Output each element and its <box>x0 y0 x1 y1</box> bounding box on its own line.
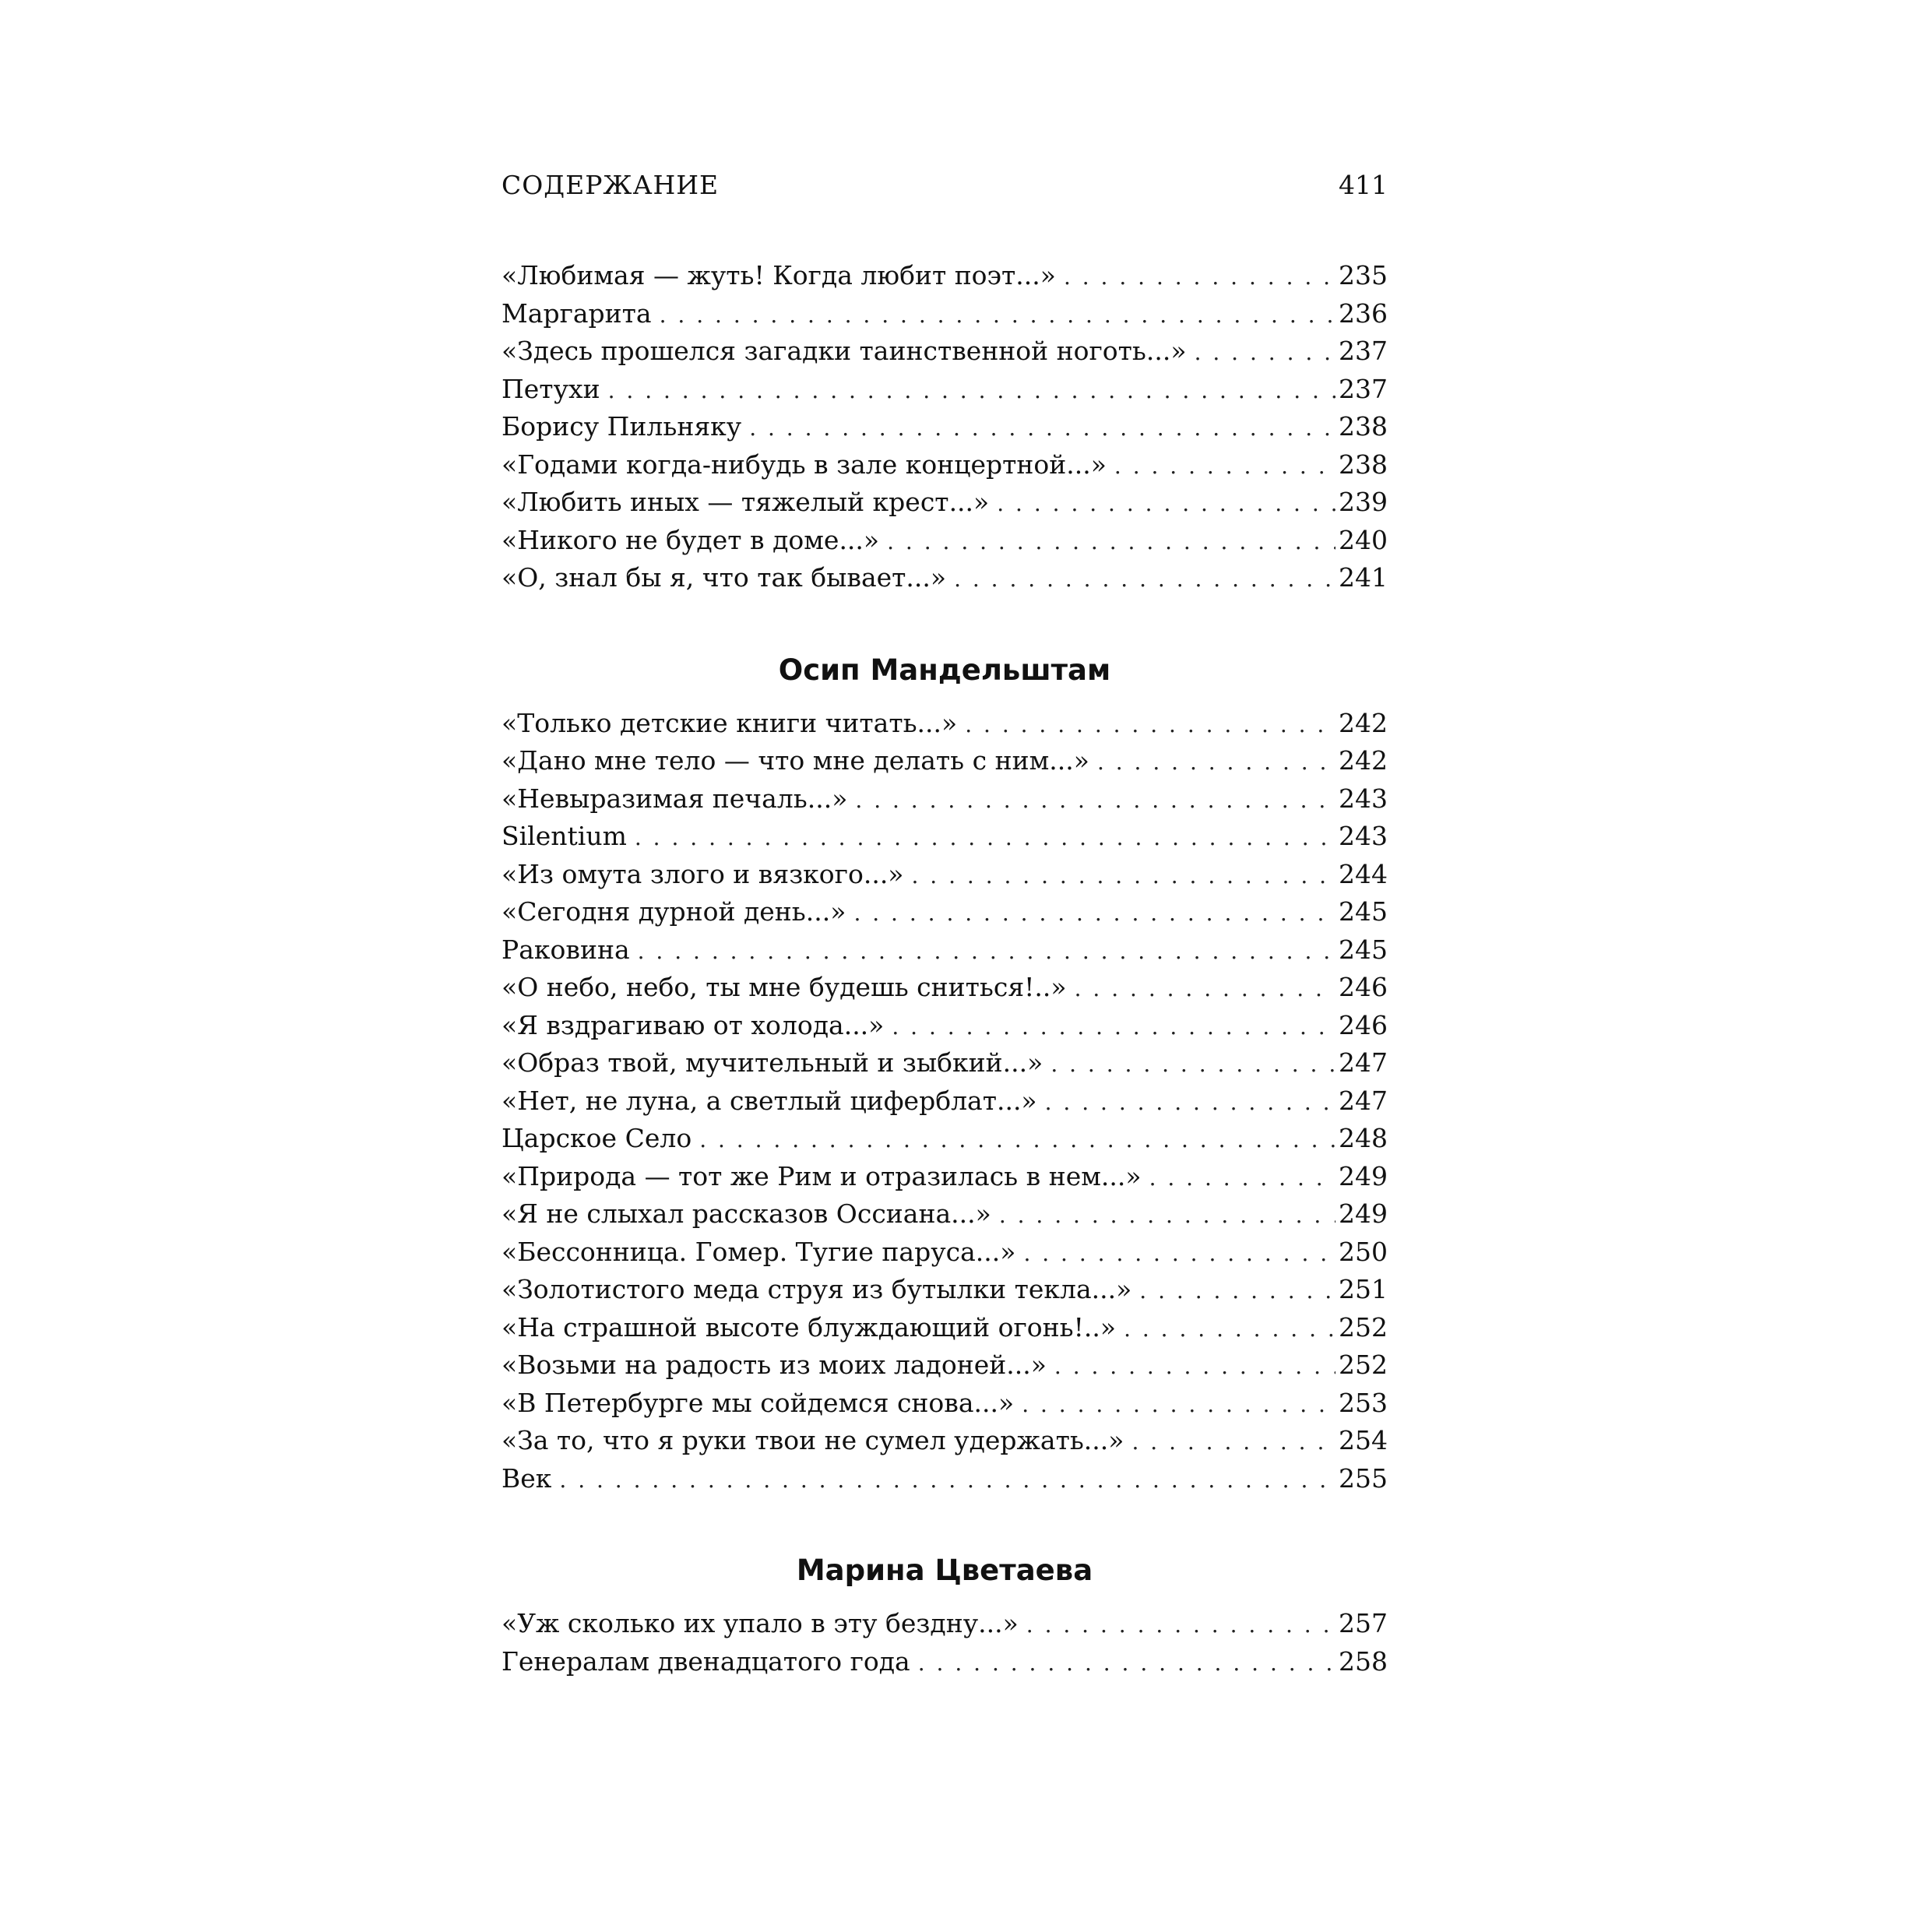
toc-entry-page: 237 <box>1339 336 1388 366</box>
toc-entry-title: «Образ твой, мучительный и зыбкий...» <box>501 1047 1043 1078</box>
toc-entry[interactable] <box>501 408 1388 446</box>
toc-dot-leader <box>608 372 1336 410</box>
toc-entry-title: «На страшной высоте блуждающий огонь!..» <box>501 1311 1117 1343</box>
toc-entry-page: 246 <box>1339 1009 1388 1040</box>
running-head-title: СОДЕРЖАНИЕ <box>501 170 720 200</box>
toc-entry[interactable] <box>501 559 1388 597</box>
toc-dot-leader <box>1075 970 1336 1008</box>
toc-dot-leader <box>1097 744 1336 782</box>
toc-entry-title: «Любимая — жуть! Когда любит поэт...» <box>501 260 1056 290</box>
toc-entry[interactable] <box>501 371 1388 409</box>
toc-entry-page: 242 <box>1339 707 1388 738</box>
toc-entry[interactable] <box>501 893 1388 931</box>
toc-entry-page: 244 <box>1339 858 1388 889</box>
toc-entry-page: 238 <box>1339 411 1388 442</box>
toc-dot-leader <box>1114 448 1336 486</box>
toc-entry-title: Генералам двенадцатого года <box>501 1645 910 1677</box>
toc-dot-leader <box>892 1008 1336 1047</box>
toc-entry-page: 240 <box>1339 524 1388 555</box>
toc-entry-page: 239 <box>1339 487 1388 517</box>
toc-dot-leader <box>997 485 1336 523</box>
toc-entry-page: 250 <box>1339 1236 1388 1267</box>
toc-entry[interactable] <box>501 1120 1388 1158</box>
toc-entry[interactable] <box>501 446 1388 484</box>
toc-entry-page: 252 <box>1339 1311 1388 1343</box>
toc-dot-leader <box>1026 1606 1336 1645</box>
toc-dot-leader <box>918 1645 1336 1683</box>
toc-entry[interactable] <box>501 1385 1388 1423</box>
toc-dot-leader <box>1045 1084 1336 1122</box>
toc-entry[interactable] <box>501 1346 1388 1385</box>
toc-entry-page: 241 <box>1339 562 1388 593</box>
running-head-page-number: 411 <box>1339 170 1388 200</box>
toc-dot-leader <box>699 1121 1336 1160</box>
toc-entry[interactable] <box>501 1233 1388 1272</box>
section-heading-mandelstam: Осип Мандельштам <box>778 653 1111 687</box>
toc-dot-leader <box>660 297 1336 335</box>
toc-dot-leader <box>1131 1423 1336 1462</box>
toc-entry-title: «Природа — тот же Рим и отразилась в нем...» <box>501 1160 1142 1191</box>
toc-entry-page: 246 <box>1339 972 1388 1002</box>
toc-dot-leader <box>1064 259 1336 297</box>
toc-entry-title: «Золотистого меда струя из бутылки текла...» <box>501 1274 1132 1304</box>
toc-entry[interactable] <box>501 1605 1388 1643</box>
toc-entry-page: 247 <box>1339 1047 1388 1078</box>
toc-dot-leader <box>1023 1235 1336 1273</box>
toc-entry-title: «Нет, не луна, а светлый циферблат...» <box>501 1085 1037 1116</box>
toc-entry-title: Раковина <box>501 934 630 965</box>
toc-entry-title: Silentium <box>501 821 627 851</box>
toc-entry-title: «Возьми на радость из моих ладоней...» <box>501 1350 1047 1380</box>
toc-entry-title: «Невыразимая печаль...» <box>501 783 848 814</box>
toc-entry[interactable] <box>501 742 1388 780</box>
toc-entry[interactable] <box>501 1082 1388 1121</box>
toc-entry-title: Маргарита <box>501 297 652 329</box>
toc-entry[interactable] <box>501 705 1388 743</box>
toc-entry[interactable] <box>501 1158 1388 1196</box>
toc-entry-title: «Здесь прошелся загадки таинственной ноготь...» <box>501 336 1187 366</box>
toc-entry[interactable] <box>501 780 1388 818</box>
toc-entry-page: 247 <box>1339 1085 1388 1116</box>
toc-page <box>501 164 1388 1680</box>
toc-entry-page: 257 <box>1339 1608 1388 1638</box>
toc-entry[interactable] <box>501 931 1388 970</box>
toc-entry-page: 242 <box>1339 745 1388 776</box>
toc-entry-title: «Дано мне тело — что мне делать с ним...» <box>501 745 1089 776</box>
toc-entry[interactable] <box>501 818 1388 856</box>
toc-dot-leader <box>1195 334 1336 372</box>
toc-entry-page: 235 <box>1339 260 1388 290</box>
toc-dot-leader <box>1149 1160 1336 1198</box>
toc-entry-title: «За то, что я руки твои не сумел удержать...» <box>501 1425 1124 1455</box>
toc-entry-page: 245 <box>1339 934 1388 965</box>
toc-entry-page: 253 <box>1339 1387 1388 1418</box>
toc-dot-leader <box>999 1197 1336 1235</box>
toc-entry-page: 248 <box>1339 1123 1388 1153</box>
toc-entry-title: «В Петербурге мы сойдемся снова...» <box>501 1387 1015 1418</box>
toc-entry[interactable] <box>501 522 1388 560</box>
toc-entry[interactable] <box>501 1195 1388 1233</box>
running-head <box>501 164 1388 207</box>
toc-entry-page: 245 <box>1339 896 1388 927</box>
toc-entry-title: Царское Село <box>501 1123 692 1153</box>
toc-dot-leader <box>638 933 1336 971</box>
toc-dot-leader <box>1022 1386 1336 1424</box>
toc-dot-leader <box>855 782 1336 820</box>
toc-dot-leader <box>749 410 1336 448</box>
toc-entry-page: 255 <box>1339 1462 1388 1494</box>
toc-entry-page: 243 <box>1339 821 1388 851</box>
toc-entry-page: 249 <box>1339 1160 1388 1191</box>
toc-entry-page: 251 <box>1339 1274 1388 1304</box>
toc-entry-title: «Я не слыхал рассказов Оссиана...» <box>501 1198 991 1229</box>
toc-entry-title: «Бессонница. Гомер. Тугие паруса...» <box>501 1236 1016 1267</box>
toc-entry[interactable] <box>501 257 1388 295</box>
toc-entry-title: «Только детские книги читать...» <box>501 707 958 738</box>
toc-dot-leader <box>635 819 1336 857</box>
toc-entry-page: 238 <box>1339 449 1388 480</box>
toc-entry-page: 252 <box>1339 1350 1388 1380</box>
toc-entry-title: Борису Пильняку <box>501 411 742 442</box>
toc-entry-title: «Из омута злого и вязкого...» <box>501 858 904 889</box>
toc-entry-page: 243 <box>1339 783 1388 814</box>
toc-entry-title: «Никого не будет в доме...» <box>501 524 880 555</box>
toc-entry[interactable] <box>501 1460 1388 1498</box>
toc-entry-page: 258 <box>1339 1645 1388 1677</box>
section-heading-tsvetaeva: Марина Цветаева <box>796 1554 1093 1587</box>
toc-list-top <box>501 257 1388 597</box>
toc-dot-leader <box>1050 1046 1336 1084</box>
toc-entry-page: 254 <box>1339 1425 1388 1455</box>
toc-dot-leader <box>965 706 1336 744</box>
toc-entry[interactable] <box>501 1271 1388 1309</box>
toc-dot-leader <box>559 1462 1336 1500</box>
toc-entry-title: «Годами когда-нибудь в зале концертной...» <box>501 449 1107 480</box>
toc-entry-title: «Я вздрагиваю от холода...» <box>501 1009 885 1040</box>
toc-list-mandelstam <box>501 705 1388 1498</box>
toc-list-tsvetaeva <box>501 1605 1388 1680</box>
toc-dot-leader <box>887 523 1336 561</box>
toc-entry-page: 237 <box>1339 373 1388 404</box>
toc-dot-leader <box>912 857 1336 896</box>
toc-entry[interactable] <box>501 1044 1388 1082</box>
toc-entry[interactable] <box>501 1422 1388 1460</box>
toc-entry-title: «О, знал бы я, что так бывает...» <box>501 562 947 593</box>
toc-entry[interactable] <box>501 295 1388 333</box>
toc-dot-leader <box>1139 1272 1336 1311</box>
toc-entry[interactable] <box>501 1309 1388 1347</box>
toc-entry-title: Петухи <box>501 373 600 404</box>
toc-entry[interactable] <box>501 484 1388 522</box>
toc-entry[interactable] <box>501 856 1388 894</box>
toc-dot-leader <box>853 895 1336 933</box>
toc-dot-leader <box>1054 1348 1336 1386</box>
toc-dot-leader <box>954 561 1336 599</box>
toc-entry[interactable] <box>501 969 1388 1007</box>
toc-entry-title: «О небо, небо, ты мне будешь сниться!..» <box>501 972 1067 1002</box>
toc-dot-leader <box>1124 1311 1336 1349</box>
toc-entry-title: «Сегодня дурной день...» <box>501 896 846 927</box>
toc-entry[interactable] <box>501 1007 1388 1045</box>
toc-entry-title: «Любить иных — тяжелый крест...» <box>501 487 990 517</box>
toc-entry-title: «Уж сколько их упало в эту бездну...» <box>501 1608 1019 1638</box>
toc-entry-title: Век <box>501 1462 552 1494</box>
toc-entry-page: 249 <box>1339 1198 1388 1229</box>
toc-entry[interactable] <box>501 333 1388 371</box>
toc-entry[interactable] <box>501 1643 1388 1681</box>
toc-entry-page: 236 <box>1339 297 1388 329</box>
